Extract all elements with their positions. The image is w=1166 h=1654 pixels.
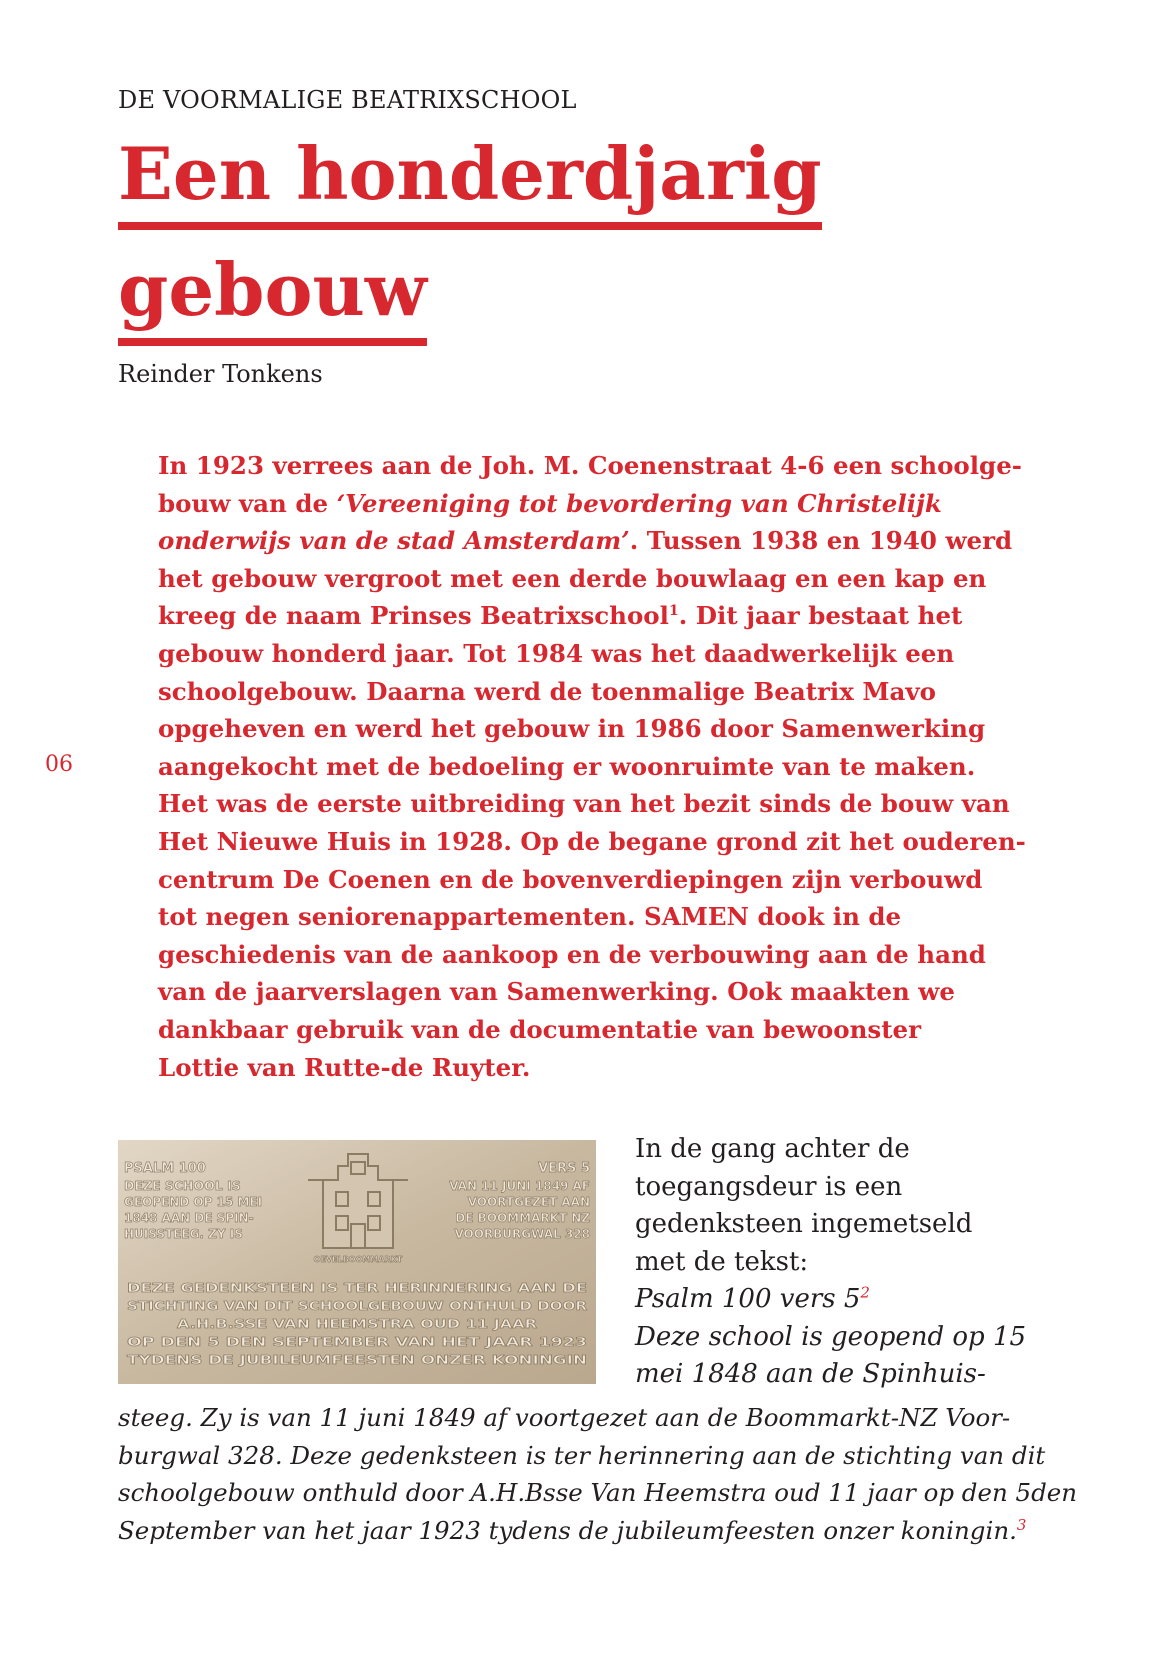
- intro-line: geschiedenis van de aankoop en de verbouwing aan de hand: [158, 939, 986, 969]
- plaque-text: GEOPEND OP 15 MEI: [124, 1195, 263, 1209]
- intro-text: kreeg de naam Prinses Beatrixschool: [158, 601, 669, 631]
- intro-line: In 1923 verrees aan de Joh. M. Coenenstraat 4-6 een schoolge-: [158, 451, 1022, 480]
- title-line-2: gebouw: [118, 246, 427, 346]
- body-line: mei 1848 aan de Spinhuis-: [635, 1359, 986, 1389]
- plaque-text: STICHTING VAN DIT SCHOOLGEBOUW ONTHULD DOOR: [127, 1299, 587, 1313]
- plaque-text: VERS 5: [538, 1161, 590, 1176]
- article-title: [118, 122, 822, 354]
- body-line: met de tekst:: [635, 1246, 809, 1277]
- memorial-stone-photo: [118, 1140, 596, 1384]
- plaque-text: 1848 AAN DE SPIN-: [124, 1211, 254, 1225]
- body-line: schoolgebouw onthuld door A.H.Bsse Van Heemstra oud 11 jaar op den 5den: [118, 1478, 1078, 1507]
- intro-text: . Tussen 1938 en 1940 werd: [629, 526, 1013, 556]
- page-number: 06: [45, 752, 73, 777]
- body-line: [635, 1281, 1015, 1319]
- plaque-text: TYDENS DE JUBILEUMFEESTEN ONZER KONINGIN: [127, 1353, 587, 1367]
- body-line: gedenksteen ingemetseld: [635, 1209, 973, 1239]
- quote-text: Psalm 100 vers 5: [635, 1284, 861, 1314]
- plaque-text: A.H.B.SSE VAN HEEMSTRA OUD 11 JAAR: [177, 1317, 537, 1331]
- intro-paragraph: [158, 447, 1026, 1086]
- body-line: steeg. Zy is van 11 juni 1849 af voortgezet aan de Boommarkt-NZ Voor-: [118, 1403, 1011, 1432]
- title-line-1: Een honderdjarig: [118, 130, 822, 230]
- plaque-text: PSALM 100: [124, 1161, 206, 1176]
- plaque-text: VAN 11 JUNI 1849 AF: [449, 1179, 590, 1193]
- quote-text: September van het jaar 1923 tydens de jubileumfeesten onzer koningin.: [118, 1515, 1017, 1545]
- plaque-text: DEZE SCHOOL IS: [124, 1178, 241, 1193]
- plaque-text: HUISSTEEG. ZY IS: [124, 1227, 243, 1241]
- intro-line: Het Nieuwe Huis in 1928. Op de begane grond zit het ouderen-: [158, 826, 1026, 856]
- plaque-text: DE BOOMMARKT NZ: [455, 1211, 590, 1225]
- footnote-ref-3: 3: [1016, 1515, 1027, 1534]
- intro-line: Het was de eerste uitbreiding van het bezit sinds de bouw van: [158, 789, 1010, 819]
- body-line: burgwal 328. Deze gedenksteen is ter herinnering aan de stichting van dit: [118, 1440, 1046, 1470]
- intro-line: van de jaarverslagen van Samenwerking. Ook maakten we: [158, 977, 955, 1007]
- body-text-beside-photo: [635, 1131, 1027, 1394]
- intro-line: gebouw honderd jaar. Tot 1984 was het daadwerkelijk een: [158, 638, 955, 668]
- intro-line: [158, 597, 1008, 635]
- intro-line: centrum De Coenen en de bovenverdiepingen zijn verbouwd: [158, 864, 983, 894]
- intro-text: bouw van de: [158, 488, 337, 518]
- article-kicker: DE VOORMALIGE BEATRIXSCHOOL: [118, 86, 577, 114]
- footnote-ref-2: 2: [860, 1283, 870, 1302]
- plaque-text: DEZE GEDENKSTEEN IS TER HERINNERING AAN DE: [127, 1281, 587, 1295]
- intro-line: opgeheven en werd het gebouw in 1986 door Samenwerking: [158, 714, 986, 744]
- intro-line: schoolgebouw. Daarna werd de toenmalige Beatrix Mavo: [158, 676, 936, 706]
- body-line: [118, 1512, 1027, 1550]
- memorial-stone-illustration: [118, 1140, 596, 1384]
- intro-italic: onderwijs van de stad Amsterdam’: [158, 526, 630, 556]
- intro-line: het gebouw vergroot met een derde bouwlaag en een kap en: [158, 563, 987, 593]
- plaque-text: OP DEN 5 DEN SEPTEMBER VAN HET JAAR 1923: [127, 1335, 587, 1349]
- body-text-full-width: [118, 1399, 1078, 1549]
- footnote-ref-1: 1: [668, 603, 679, 620]
- intro-text: . Dit jaar bestaat het: [678, 601, 963, 631]
- intro-line: [158, 522, 1013, 560]
- intro-line: aangekocht met de bedoeling er woonruimte van te maken.: [158, 751, 976, 781]
- plaque-text: VOORTGEZET AAN: [467, 1195, 590, 1209]
- article-author: Reinder Tonkens: [118, 360, 323, 388]
- intro-line: dankbaar gebruik van de documentatie van bewoonster: [158, 1014, 922, 1044]
- intro-line: [158, 485, 1008, 523]
- intro-line: tot negen seniorenappartementen. SAMEN dook in de: [158, 902, 902, 932]
- intro-line: Lottie van Rutte-de Ruyter.: [158, 1052, 531, 1082]
- body-line: toegangsdeur is een: [635, 1171, 903, 1202]
- body-line: In de gang achter de: [635, 1134, 910, 1164]
- plaque-text: OEVELBOOMMARKT: [313, 1255, 403, 1264]
- body-line: Deze school is geopend op 15: [635, 1321, 1027, 1352]
- intro-italic: ‘Vereeniging tot bevordering van Christelijk: [336, 488, 942, 518]
- plaque-text: VOORBURGWAL 328: [454, 1227, 590, 1241]
